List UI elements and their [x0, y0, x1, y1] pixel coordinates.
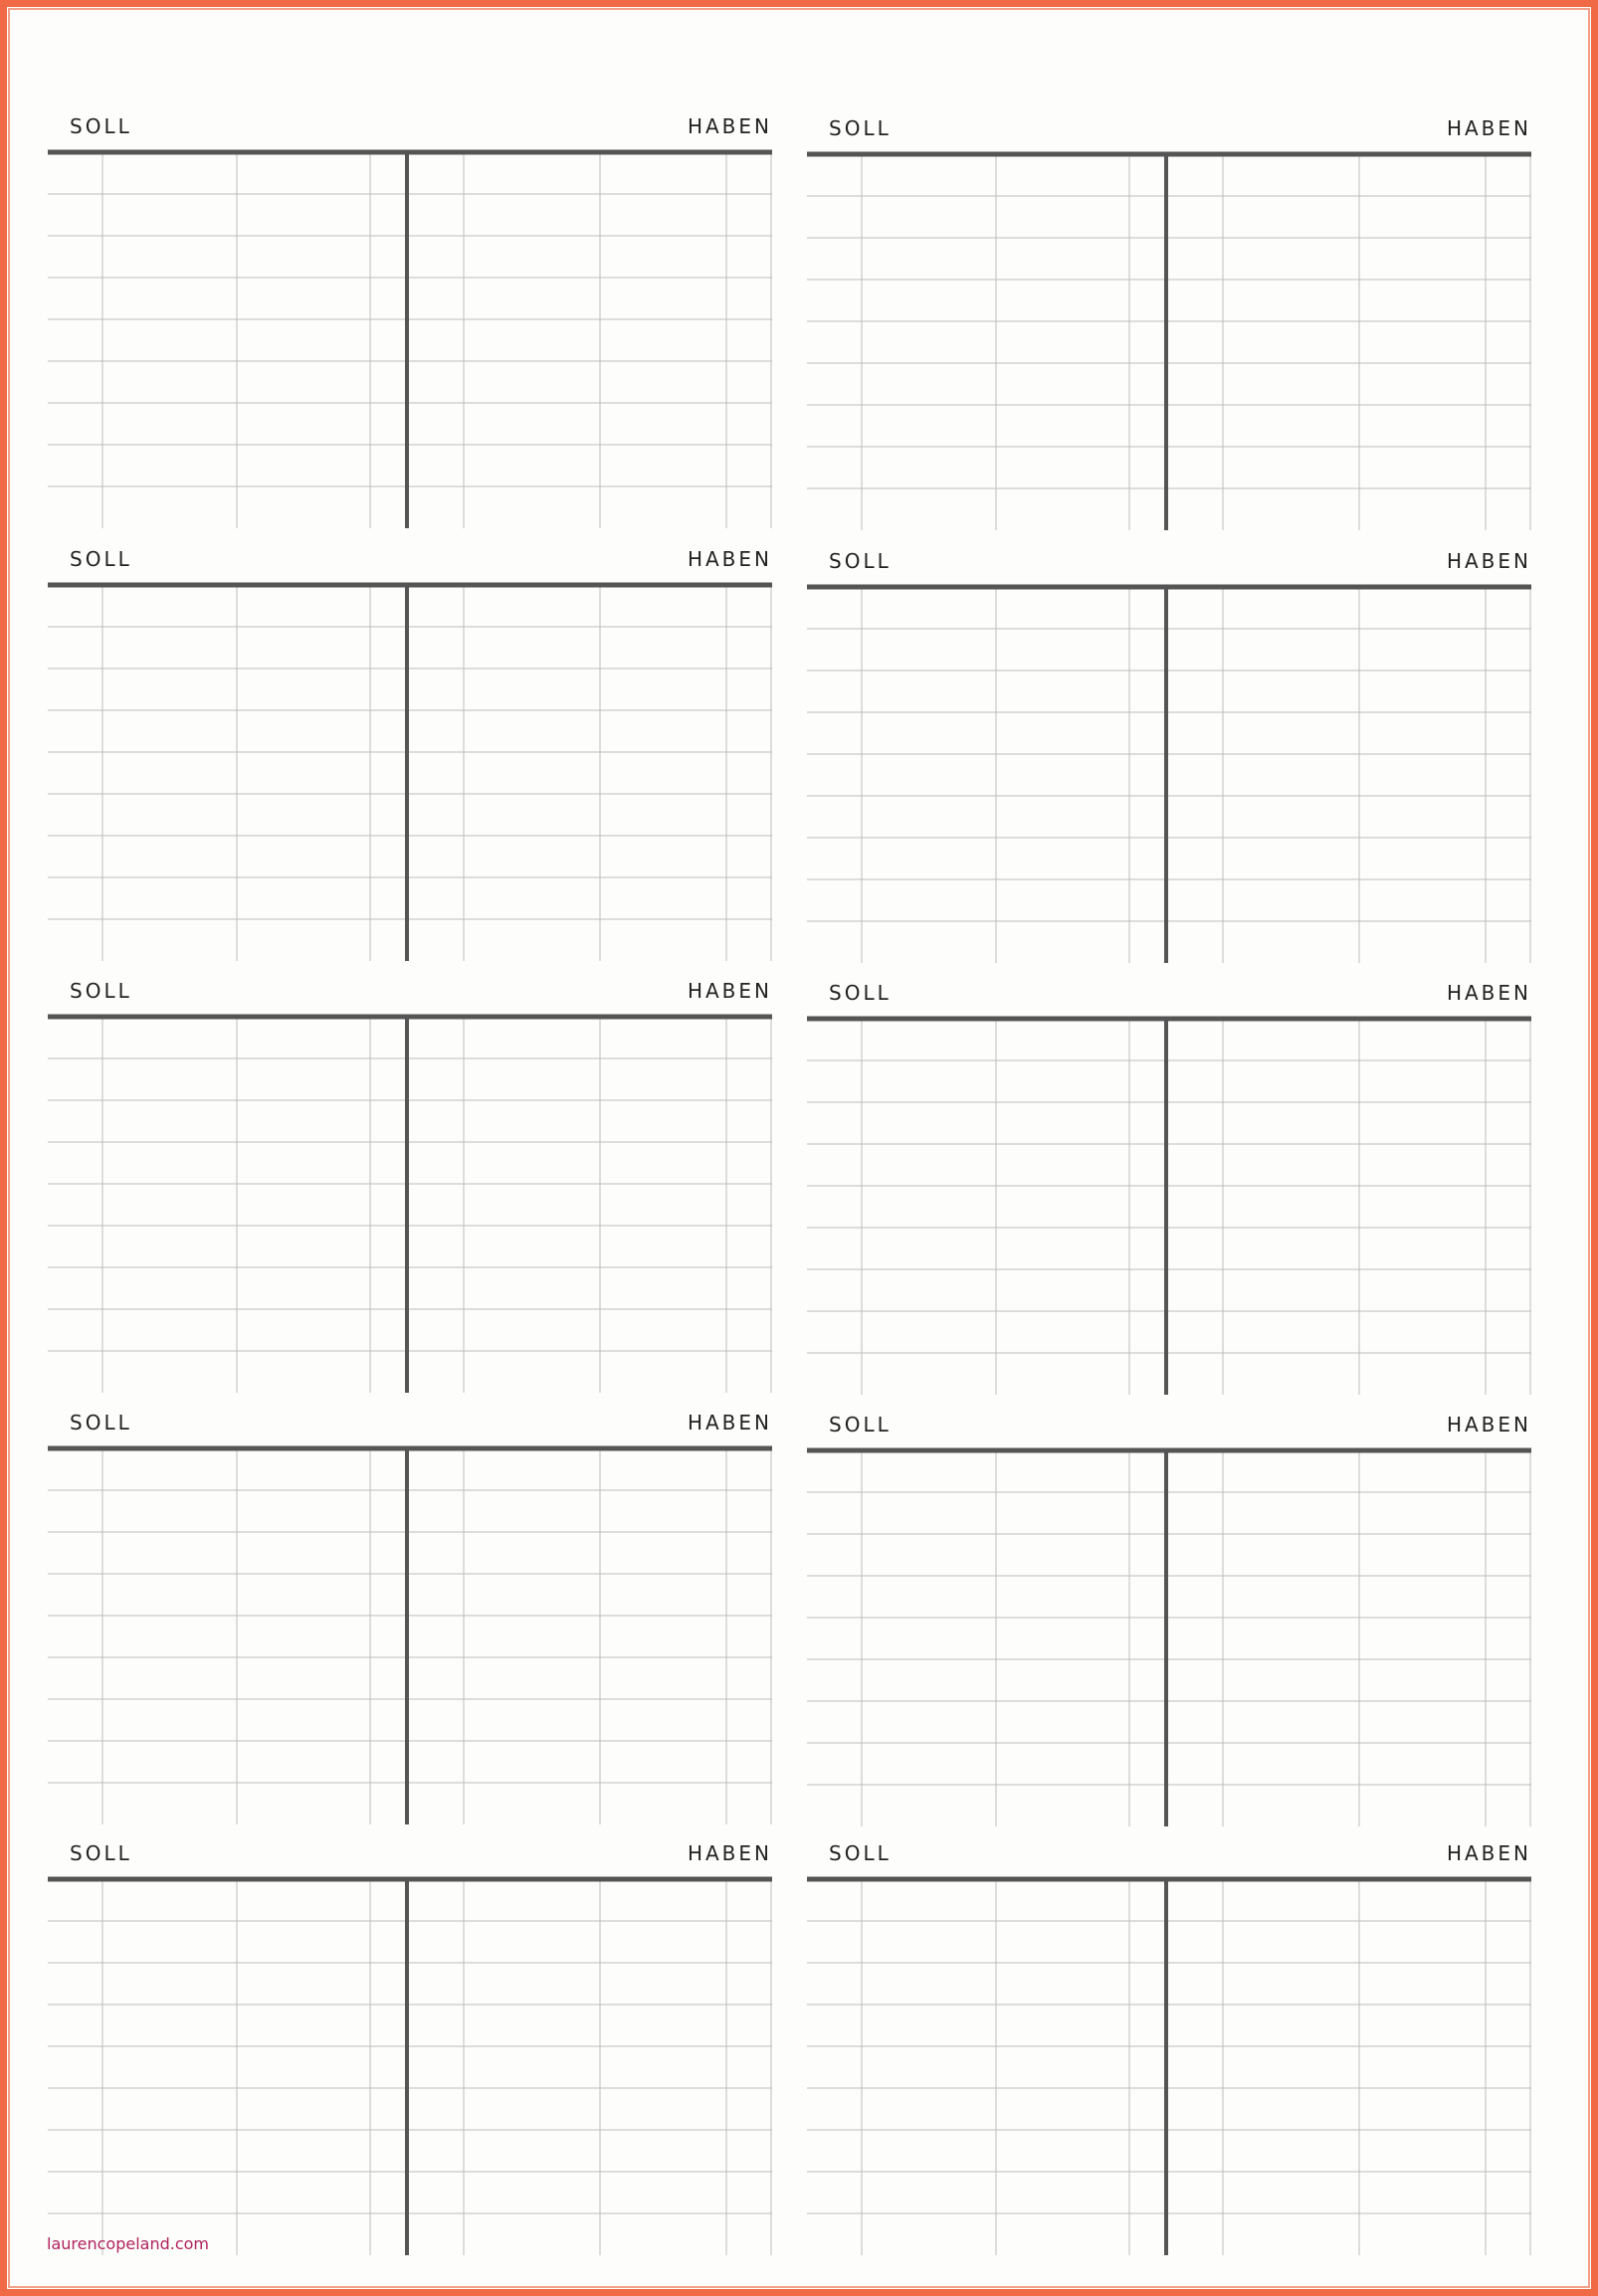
soll-label: SOLL: [829, 116, 892, 140]
t-account-grid: [48, 1411, 772, 1828]
t-account-9: [48, 1841, 772, 2259]
t-account-5: [48, 979, 772, 1397]
haben-label: HABEN: [1446, 1413, 1531, 1436]
haben-label: HABEN: [687, 979, 772, 1003]
haben-label: HABEN: [687, 547, 772, 571]
haben-label: HABEN: [1446, 549, 1531, 573]
t-account-grid: [48, 114, 772, 532]
haben-label: HABEN: [687, 1411, 772, 1435]
t-account-10: [807, 1841, 1531, 2259]
watermark-text: laurencopeland.com: [47, 2234, 209, 2253]
t-account-grid: [807, 549, 1531, 967]
t-account-8: [807, 1413, 1531, 1830]
soll-label: SOLL: [70, 979, 132, 1003]
t-account-grid: [807, 1413, 1531, 1830]
t-account-4: [807, 549, 1531, 967]
t-account-grid: [807, 981, 1531, 1399]
soll-label: SOLL: [70, 114, 132, 138]
t-account-1: [48, 114, 772, 532]
haben-label: HABEN: [1446, 981, 1531, 1005]
t-account-3: [48, 547, 772, 965]
t-account-7: [48, 1411, 772, 1828]
soll-label: SOLL: [70, 547, 132, 571]
haben-label: HABEN: [1446, 116, 1531, 140]
soll-label: SOLL: [70, 1841, 132, 1865]
t-account-grid: [48, 547, 772, 965]
haben-label: HABEN: [687, 1841, 772, 1865]
soll-label: SOLL: [70, 1411, 132, 1435]
t-account-grid: [807, 116, 1531, 534]
haben-label: HABEN: [1446, 1841, 1531, 1865]
t-account-grid: [48, 979, 772, 1397]
soll-label: SOLL: [829, 981, 892, 1005]
t-account-grid: [807, 1841, 1531, 2259]
haben-label: HABEN: [687, 114, 772, 138]
soll-label: SOLL: [829, 1413, 892, 1436]
soll-label: SOLL: [829, 549, 892, 573]
t-account-grid: [48, 1841, 772, 2259]
t-account-6: [807, 981, 1531, 1399]
soll-label: SOLL: [829, 1841, 892, 1865]
t-account-2: [807, 116, 1531, 534]
